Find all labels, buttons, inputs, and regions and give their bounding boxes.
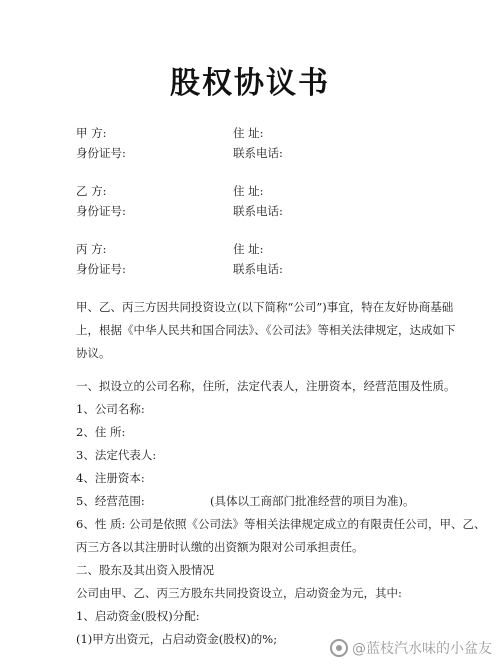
scope-note: (具体以工商部门批准经营的项目为准)。	[210, 494, 415, 508]
party-b-address-label: 住 址:	[233, 184, 264, 198]
document-title: 股权协议书	[170, 66, 330, 101]
section-1-item-legal-rep: 3、法定代表人:	[76, 448, 157, 462]
party-a-name-label: 甲 方:	[76, 126, 107, 140]
party-b-id-label: 身份证号:	[76, 204, 126, 218]
party-a-address-label: 住 址:	[233, 126, 264, 140]
section-1-item-nature-line: 6、性 质: 公司是依照《公司法》等相关法律规定成立的有限责任公司，甲、乙、	[76, 517, 486, 531]
intro-line: 上，根据《中华人民共和国合同法》、《公司法》等相关法律规定，达成如下	[76, 323, 456, 337]
section-1-heading: 一、拟设立的公司名称，住所，法定代表人，注册资本，经营范围及性质。	[76, 379, 456, 393]
section-1-item-capital: 4、注册资本:	[76, 471, 145, 485]
party-c-name-label: 丙 方:	[76, 242, 107, 256]
intro-line: 甲、乙、丙三方因共同投资设立(以下简称“公司”)事宜，特在友好协商基础	[76, 300, 454, 314]
section-2-line: (1)甲方出资元，占启动资金(股权)的%;	[76, 632, 278, 646]
party-c-id-label: 身份证号:	[76, 262, 126, 276]
party-a-phone-label: 联系电话:	[233, 146, 283, 160]
section-2-line: 1、启动资金(股权)分配:	[76, 609, 200, 623]
party-b-name-label: 乙 方:	[76, 184, 107, 198]
watermark	[330, 638, 492, 658]
section-1-item-scope: 5、经营范围:	[76, 494, 145, 508]
party-c-phone-label: 联系电话:	[233, 262, 283, 276]
party-a-id-label: 身份证号:	[76, 146, 126, 160]
section-1-item-address: 2、住 所:	[76, 425, 126, 439]
intro-paragraph	[76, 296, 456, 365]
section-1-item-nature-line: 丙三方各以其注册时认缴的出资额为限对公司承担责任。	[76, 540, 364, 554]
watermark-logo-icon	[330, 639, 348, 657]
party-c-address-label: 住 址:	[233, 242, 264, 256]
section-2-heading: 二、股东及其出资入股情况	[76, 563, 214, 577]
section-1-item-name: 1、公司名称:	[76, 402, 145, 416]
party-b-phone-label: 联系电话:	[233, 204, 283, 218]
intro-line: 协议。	[76, 346, 111, 360]
watermark-text: @蓝枝汽水味的小盆友	[352, 641, 492, 657]
section-2-line: 公司由甲、乙、丙三方股东共同投资设立，启动资金为元，其中:	[76, 586, 402, 600]
